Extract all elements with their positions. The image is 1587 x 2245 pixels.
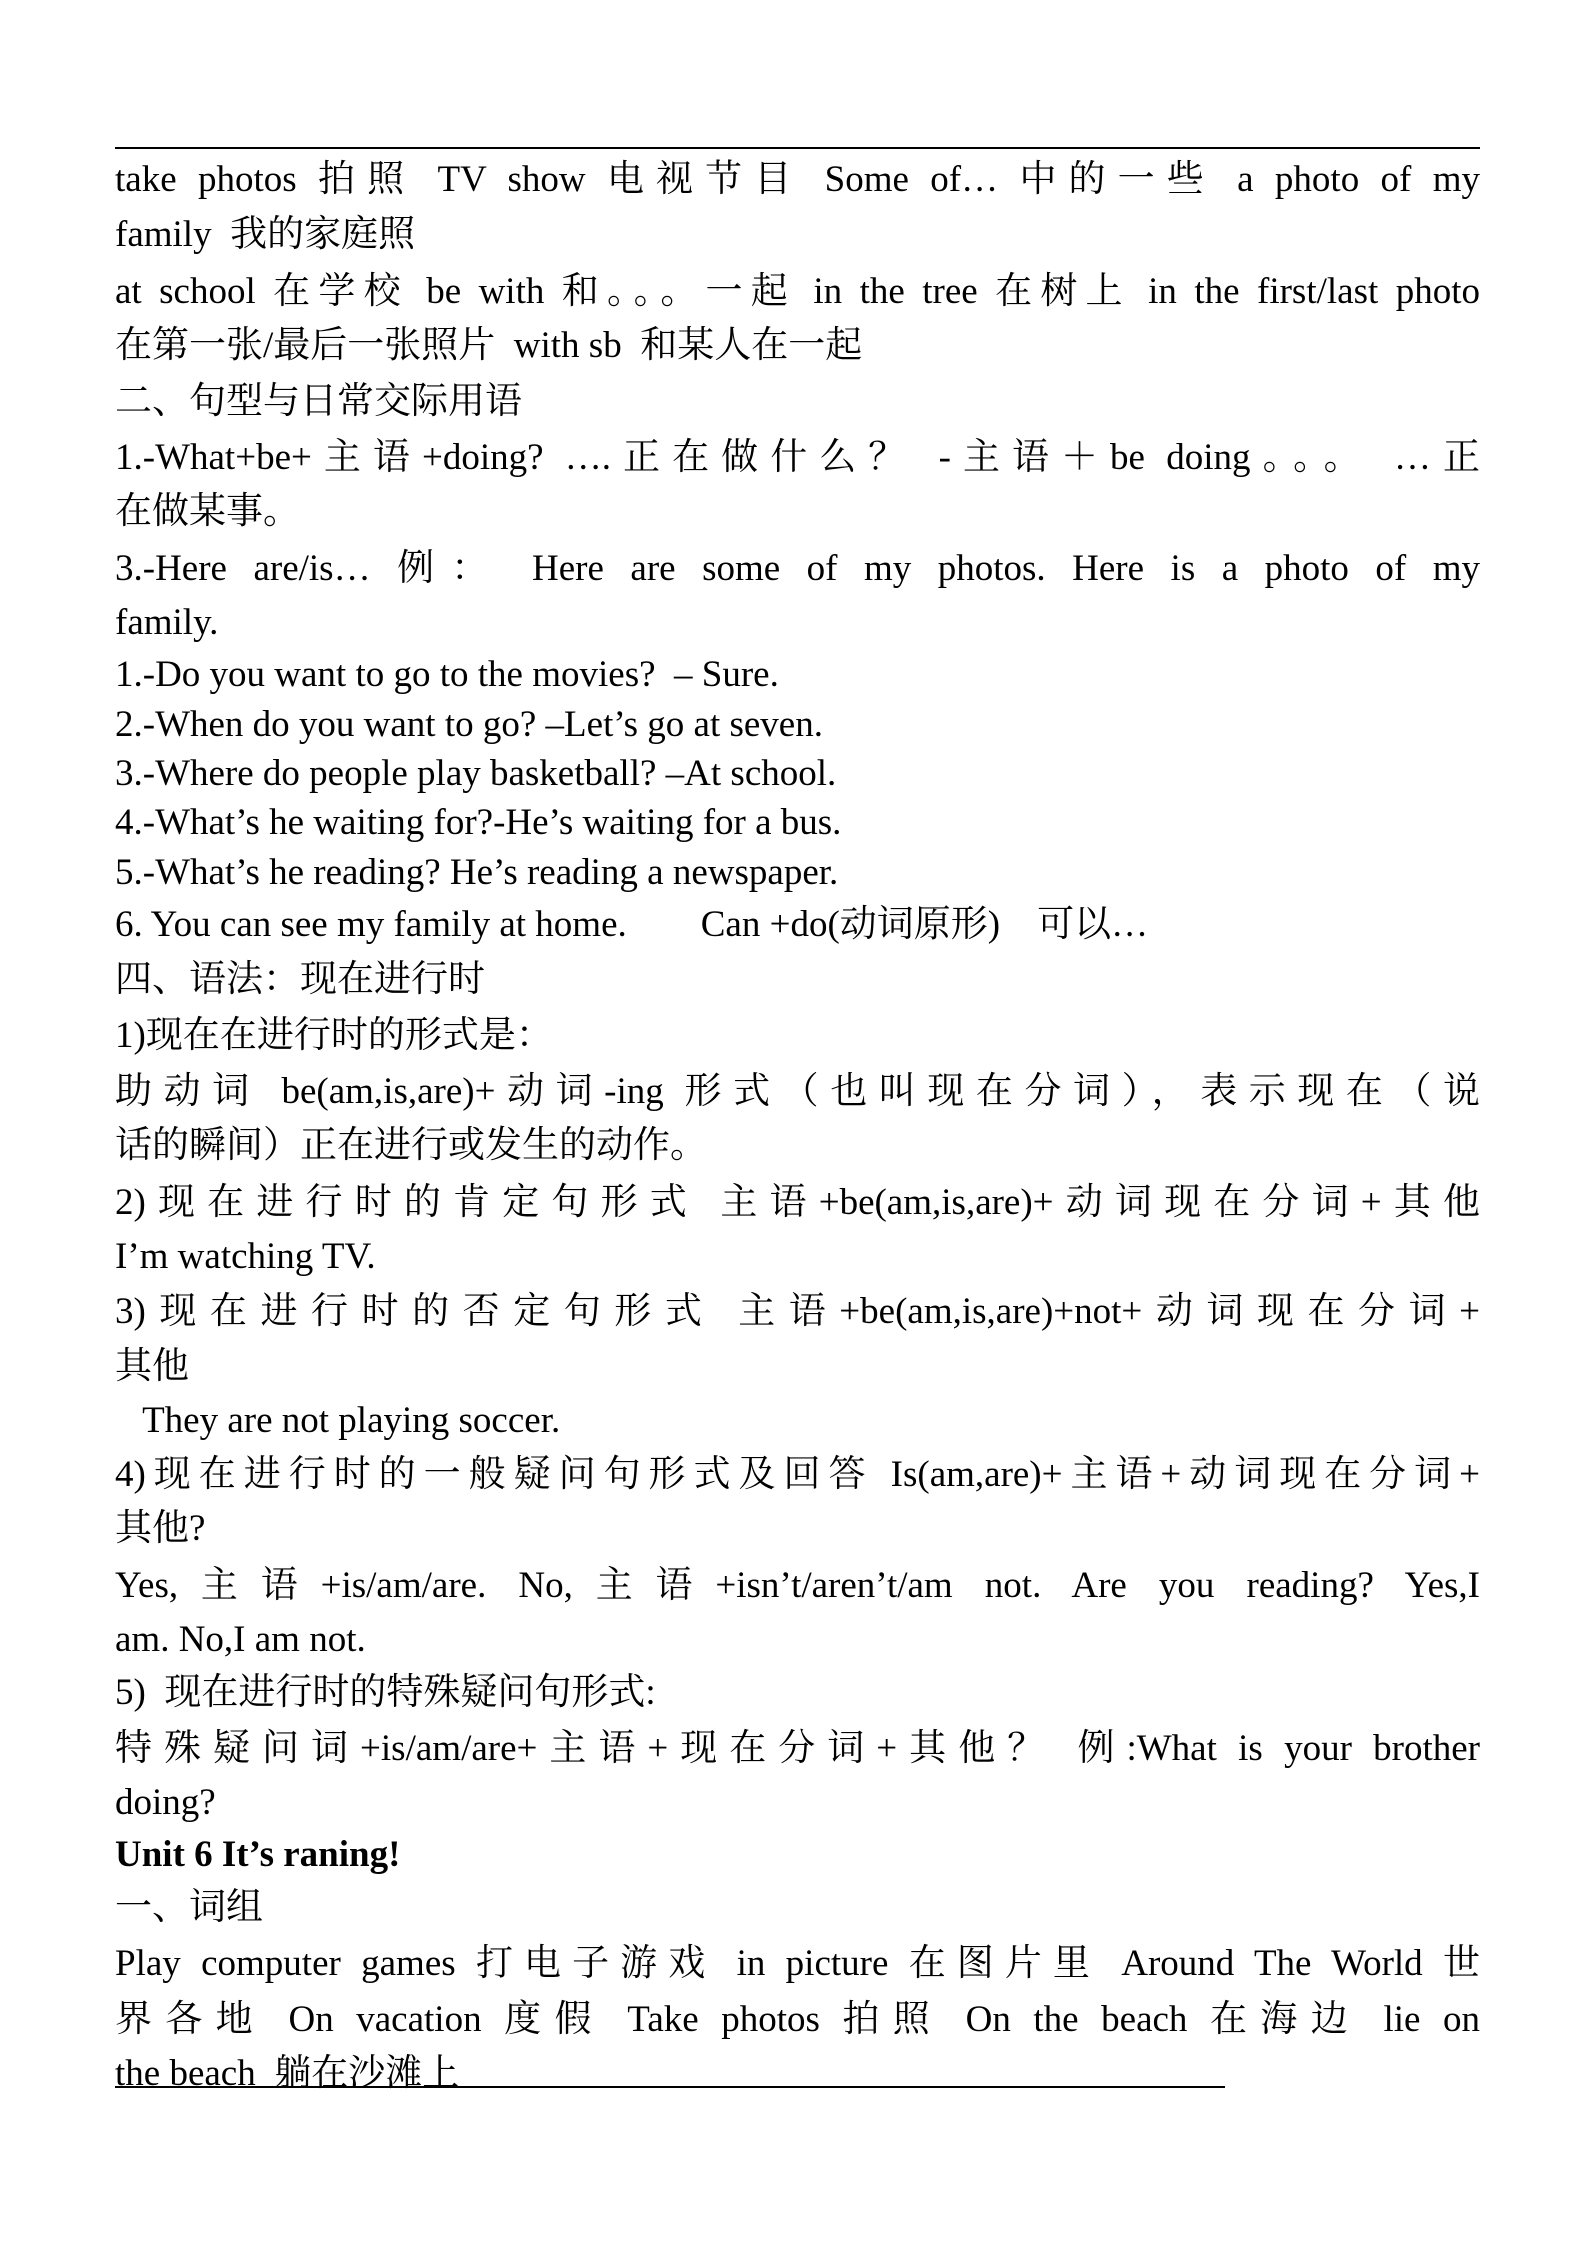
text-line: 在第一张/最后一张照片 with sb 和某人在一起 bbox=[115, 325, 863, 366]
text-line: 3.-Here are/is… 例： Here are some of my photos. Here is a photo of my bbox=[115, 548, 1480, 589]
unit-heading: Unit 6 It’s raning! bbox=[115, 1834, 401, 1875]
text-line: the beach 躺在沙滩上 bbox=[115, 2053, 460, 2094]
text-line: family. bbox=[115, 602, 219, 643]
text-line: 话的瞬间）正在进行或发生的动作。 bbox=[115, 1125, 707, 1166]
bottom-rule bbox=[115, 2086, 1225, 2088]
text-line: 5.-What’s he reading? He’s reading a newspaper. bbox=[115, 852, 839, 893]
text-line: am. No,I am not. bbox=[115, 1619, 366, 1660]
text-line: Yes,主语+is/am/are. No,主语+isn’t/aren’t/am not. Are you reading? Yes,I bbox=[115, 1565, 1480, 1606]
text-line: 2)现在进行时的肯定句形式 主语+be(am,is,are)+动词现在分词+其他 bbox=[115, 1182, 1480, 1223]
text-line: 1)现在在进行时的形式是： bbox=[115, 1015, 553, 1056]
text-line: 1.-Do you want to go to the movies? – Sure. bbox=[115, 654, 779, 695]
text-line: 界各地 On vacation 度假 Take photos 拍照 On the beach 在海边 lie on bbox=[115, 1999, 1480, 2040]
text-line: 4)现在进行时的一般疑问句形式及回答 Is(am,are)+主语+动词现在分词+ bbox=[115, 1454, 1480, 1495]
text-line: 6. You can see my family at home. Can +do(动词原形) 可以… bbox=[115, 904, 1149, 945]
text-line: 在做某事。 bbox=[115, 491, 300, 532]
text-line: take photos 拍照 TV show 电视节目 Some of… 中的一些 a photo of my bbox=[115, 159, 1480, 200]
text-line: 特殊疑问词+is/am/are+主语+现在分词+其他？ 例:What is your brother bbox=[115, 1728, 1480, 1769]
text-line: 3.-Where do people play basketball? –At school. bbox=[115, 753, 837, 794]
text-line: 4.-What’s he waiting for?-He’s waiting for a bus. bbox=[115, 802, 842, 843]
text-line: Play computer games 打电子游戏 in picture 在图片里 Around The World 世 bbox=[115, 1943, 1480, 1984]
section-heading: 一、词组 bbox=[115, 1887, 263, 1928]
text-line: 3)现在进行时的否定句形式 主语+be(am,is,are)+not+动词现在分词+ bbox=[115, 1291, 1480, 1332]
text-line: 2.-When do you want to go? –Let’s go at seven. bbox=[115, 704, 823, 745]
text-line: 助动词 be(am,is,are)+动词-ing 形式（也叫现在分词），表示现在（说 bbox=[115, 1071, 1480, 1112]
text-line: They are not playing soccer. bbox=[115, 1400, 561, 1441]
text-line: I’m watching TV. bbox=[115, 1236, 376, 1277]
text-line: doing? bbox=[115, 1782, 216, 1823]
top-rule bbox=[115, 147, 1480, 149]
section-heading: 二、句型与日常交际用语 bbox=[115, 381, 522, 422]
text-line: 1.-What+be+主语+doing? ….正在做什么？ -主语＋be doing。。。 …正 bbox=[115, 437, 1480, 478]
text-line: 其他? bbox=[115, 1508, 206, 1549]
section-heading: 四、语法：现在进行时 bbox=[115, 959, 485, 1000]
text-line: family 我的家庭照 bbox=[115, 214, 416, 255]
text-line: 5) 现在进行时的特殊疑问句形式: bbox=[115, 1672, 656, 1713]
text-line: at school 在学校 be with 和。。。一起 in the tree 在树上 in the first/last photo bbox=[115, 271, 1480, 312]
text-line: 其他 bbox=[115, 1346, 189, 1387]
